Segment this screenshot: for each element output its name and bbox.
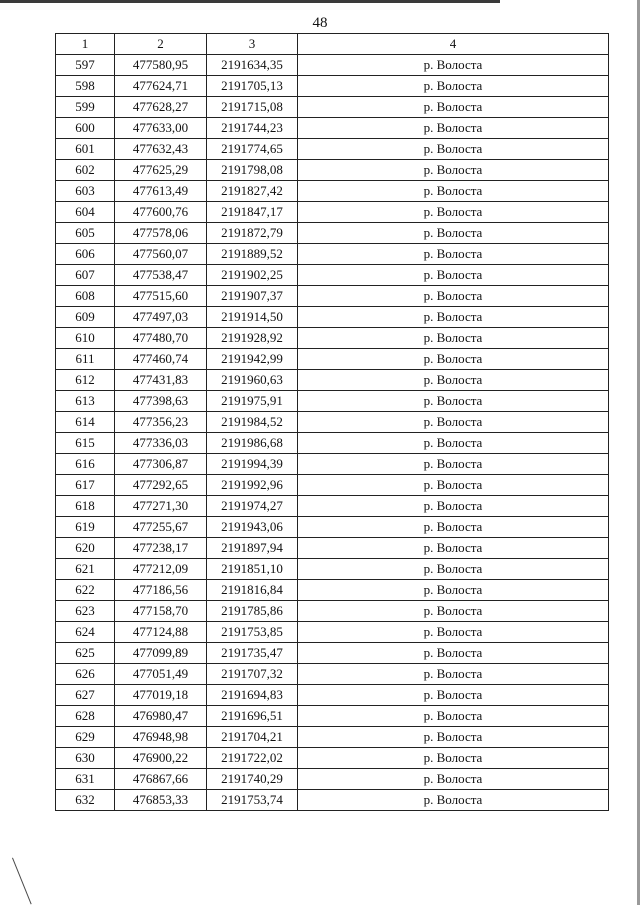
cell-x-coordinate: 476853,33 (115, 790, 207, 811)
cell-point-number: 622 (56, 580, 115, 601)
cell-point-number: 618 (56, 496, 115, 517)
cell-x-coordinate: 476867,66 (115, 769, 207, 790)
cell-point-number: 605 (56, 223, 115, 244)
cell-description: р. Волоста (298, 643, 609, 664)
cell-y-coordinate: 2191774,65 (207, 139, 298, 160)
cell-x-coordinate: 477497,03 (115, 307, 207, 328)
header-y-coordinate: 3 (207, 34, 298, 55)
cell-y-coordinate: 2191974,27 (207, 496, 298, 517)
cell-x-coordinate: 477624,71 (115, 76, 207, 97)
cell-point-number: 615 (56, 433, 115, 454)
table-row (56, 181, 609, 202)
table-row (56, 748, 609, 769)
cell-y-coordinate: 2191975,91 (207, 391, 298, 412)
cell-description: р. Волоста (298, 328, 609, 349)
cell-point-number: 631 (56, 769, 115, 790)
table-row (56, 55, 609, 76)
table-row (56, 601, 609, 622)
cell-description: р. Волоста (298, 349, 609, 370)
cell-description: р. Волоста (298, 496, 609, 517)
cell-point-number: 598 (56, 76, 115, 97)
cell-y-coordinate: 2191889,52 (207, 244, 298, 265)
table-row (56, 265, 609, 286)
cell-point-number: 599 (56, 97, 115, 118)
cell-point-number: 617 (56, 475, 115, 496)
cell-x-coordinate: 477580,95 (115, 55, 207, 76)
cell-x-coordinate: 476900,22 (115, 748, 207, 769)
cell-x-coordinate: 477460,74 (115, 349, 207, 370)
cell-x-coordinate: 477336,03 (115, 433, 207, 454)
cell-x-coordinate: 477431,83 (115, 370, 207, 391)
cell-x-coordinate: 477051,49 (115, 664, 207, 685)
cell-point-number: 602 (56, 160, 115, 181)
cell-y-coordinate: 2191851,10 (207, 559, 298, 580)
table-row (56, 622, 609, 643)
scan-edge-top (0, 0, 500, 3)
cell-description: р. Волоста (298, 790, 609, 811)
cell-y-coordinate: 2191715,08 (207, 97, 298, 118)
cell-x-coordinate: 477560,07 (115, 244, 207, 265)
cell-point-number: 608 (56, 286, 115, 307)
cell-description: р. Волоста (298, 391, 609, 412)
header-point-number: 1 (56, 34, 115, 55)
table-row (56, 559, 609, 580)
cell-x-coordinate: 477538,47 (115, 265, 207, 286)
table-row (56, 685, 609, 706)
cell-point-number: 597 (56, 55, 115, 76)
cell-description: р. Волоста (298, 580, 609, 601)
cell-point-number: 613 (56, 391, 115, 412)
table-row (56, 307, 609, 328)
cell-y-coordinate: 2191897,94 (207, 538, 298, 559)
cell-point-number: 629 (56, 727, 115, 748)
cell-point-number: 611 (56, 349, 115, 370)
cell-x-coordinate: 477158,70 (115, 601, 207, 622)
cell-y-coordinate: 2191705,13 (207, 76, 298, 97)
table-row (56, 223, 609, 244)
cell-x-coordinate: 476948,98 (115, 727, 207, 748)
cell-point-number: 604 (56, 202, 115, 223)
table-row (56, 664, 609, 685)
table-row (56, 139, 609, 160)
table-body (56, 55, 609, 811)
cell-x-coordinate: 477099,89 (115, 643, 207, 664)
table-row (56, 349, 609, 370)
cell-y-coordinate: 2191798,08 (207, 160, 298, 181)
table-row (56, 538, 609, 559)
cell-y-coordinate: 2191827,42 (207, 181, 298, 202)
cell-x-coordinate: 477578,06 (115, 223, 207, 244)
cell-description: р. Волоста (298, 433, 609, 454)
cell-y-coordinate: 2191847,17 (207, 202, 298, 223)
cell-description: р. Волоста (298, 223, 609, 244)
table-row (56, 433, 609, 454)
table-row (56, 412, 609, 433)
cell-description: р. Волоста (298, 55, 609, 76)
cell-description: р. Волоста (298, 370, 609, 391)
cell-point-number: 624 (56, 622, 115, 643)
scan-mark-left (12, 858, 32, 905)
table-row (56, 97, 609, 118)
cell-point-number: 627 (56, 685, 115, 706)
cell-description: р. Волоста (298, 118, 609, 139)
cell-description: р. Волоста (298, 139, 609, 160)
cell-description: р. Волоста (298, 286, 609, 307)
cell-description: р. Волоста (298, 706, 609, 727)
cell-description: р. Волоста (298, 97, 609, 118)
table-row (56, 517, 609, 538)
header-x-coordinate: 2 (115, 34, 207, 55)
table-row (56, 790, 609, 811)
cell-y-coordinate: 2191994,39 (207, 454, 298, 475)
cell-x-coordinate: 477398,63 (115, 391, 207, 412)
cell-description: р. Волоста (298, 622, 609, 643)
table-row (56, 769, 609, 790)
cell-point-number: 626 (56, 664, 115, 685)
cell-y-coordinate: 2191942,99 (207, 349, 298, 370)
table-row (56, 160, 609, 181)
cell-y-coordinate: 2191785,86 (207, 601, 298, 622)
cell-y-coordinate: 2191704,21 (207, 727, 298, 748)
cell-description: р. Волоста (298, 475, 609, 496)
cell-y-coordinate: 2191696,51 (207, 706, 298, 727)
cell-description: р. Волоста (298, 265, 609, 286)
cell-description: р. Волоста (298, 454, 609, 475)
table-row (56, 286, 609, 307)
cell-y-coordinate: 2191914,50 (207, 307, 298, 328)
cell-point-number: 606 (56, 244, 115, 265)
cell-y-coordinate: 2191707,32 (207, 664, 298, 685)
cell-point-number: 623 (56, 601, 115, 622)
cell-y-coordinate: 2191872,79 (207, 223, 298, 244)
cell-description: р. Волоста (298, 160, 609, 181)
cell-description: р. Волоста (298, 748, 609, 769)
cell-y-coordinate: 2191753,74 (207, 790, 298, 811)
cell-y-coordinate: 2191928,92 (207, 328, 298, 349)
cell-y-coordinate: 2191744,23 (207, 118, 298, 139)
table-row (56, 391, 609, 412)
cell-description: р. Волоста (298, 76, 609, 97)
cell-y-coordinate: 2191816,84 (207, 580, 298, 601)
cell-point-number: 620 (56, 538, 115, 559)
cell-x-coordinate: 477480,70 (115, 328, 207, 349)
cell-description: р. Волоста (298, 538, 609, 559)
table-row (56, 727, 609, 748)
cell-x-coordinate: 477238,17 (115, 538, 207, 559)
cell-x-coordinate: 477633,00 (115, 118, 207, 139)
cell-x-coordinate: 477515,60 (115, 286, 207, 307)
cell-point-number: 600 (56, 118, 115, 139)
cell-x-coordinate: 477306,87 (115, 454, 207, 475)
table-row (56, 328, 609, 349)
cell-description: р. Волоста (298, 517, 609, 538)
table-row (56, 454, 609, 475)
cell-x-coordinate: 477628,27 (115, 97, 207, 118)
cell-description: р. Волоста (298, 601, 609, 622)
cell-point-number: 630 (56, 748, 115, 769)
table-row (56, 496, 609, 517)
cell-y-coordinate: 2191694,83 (207, 685, 298, 706)
table-row (56, 370, 609, 391)
cell-description: р. Волоста (298, 307, 609, 328)
table-row (56, 475, 609, 496)
cell-description: р. Волоста (298, 244, 609, 265)
cell-y-coordinate: 2191753,85 (207, 622, 298, 643)
header-description: 4 (298, 34, 609, 55)
table-header (56, 34, 609, 55)
cell-point-number: 632 (56, 790, 115, 811)
cell-x-coordinate: 477613,49 (115, 181, 207, 202)
cell-x-coordinate: 477212,09 (115, 559, 207, 580)
cell-point-number: 628 (56, 706, 115, 727)
cell-point-number: 614 (56, 412, 115, 433)
cell-x-coordinate: 477271,30 (115, 496, 207, 517)
table-row (56, 202, 609, 223)
table-row (56, 706, 609, 727)
cell-x-coordinate: 477625,29 (115, 160, 207, 181)
page-number: 48 (312, 15, 328, 31)
cell-point-number: 612 (56, 370, 115, 391)
cell-y-coordinate: 2191907,37 (207, 286, 298, 307)
cell-point-number: 621 (56, 559, 115, 580)
cell-x-coordinate: 477019,18 (115, 685, 207, 706)
cell-x-coordinate: 477186,56 (115, 580, 207, 601)
cell-y-coordinate: 2191634,35 (207, 55, 298, 76)
table-row (56, 76, 609, 97)
cell-description: р. Волоста (298, 664, 609, 685)
cell-x-coordinate: 477356,23 (115, 412, 207, 433)
cell-x-coordinate: 477632,43 (115, 139, 207, 160)
cell-point-number: 616 (56, 454, 115, 475)
cell-y-coordinate: 2191984,52 (207, 412, 298, 433)
cell-y-coordinate: 2191740,29 (207, 769, 298, 790)
table-row (56, 118, 609, 139)
cell-y-coordinate: 2191902,25 (207, 265, 298, 286)
cell-y-coordinate: 2191986,68 (207, 433, 298, 454)
table-row (56, 580, 609, 601)
cell-description: р. Волоста (298, 727, 609, 748)
cell-description: р. Волоста (298, 202, 609, 223)
cell-point-number: 603 (56, 181, 115, 202)
cell-point-number: 601 (56, 139, 115, 160)
table-row (56, 244, 609, 265)
cell-x-coordinate: 476980,47 (115, 706, 207, 727)
table-row (56, 643, 609, 664)
cell-description: р. Волоста (298, 559, 609, 580)
cell-point-number: 619 (56, 517, 115, 538)
cell-point-number: 607 (56, 265, 115, 286)
cell-description: р. Волоста (298, 181, 609, 202)
cell-x-coordinate: 477124,88 (115, 622, 207, 643)
cell-description: р. Волоста (298, 412, 609, 433)
cell-y-coordinate: 2191960,63 (207, 370, 298, 391)
cell-point-number: 610 (56, 328, 115, 349)
cell-y-coordinate: 2191722,02 (207, 748, 298, 769)
cell-x-coordinate: 477600,76 (115, 202, 207, 223)
table-header-row (56, 34, 609, 55)
cell-y-coordinate: 2191735,47 (207, 643, 298, 664)
coordinates-table (55, 33, 609, 811)
cell-point-number: 625 (56, 643, 115, 664)
cell-x-coordinate: 477255,67 (115, 517, 207, 538)
cell-y-coordinate: 2191943,06 (207, 517, 298, 538)
cell-description: р. Волоста (298, 769, 609, 790)
cell-description: р. Волоста (298, 685, 609, 706)
cell-point-number: 609 (56, 307, 115, 328)
cell-y-coordinate: 2191992,96 (207, 475, 298, 496)
cell-x-coordinate: 477292,65 (115, 475, 207, 496)
